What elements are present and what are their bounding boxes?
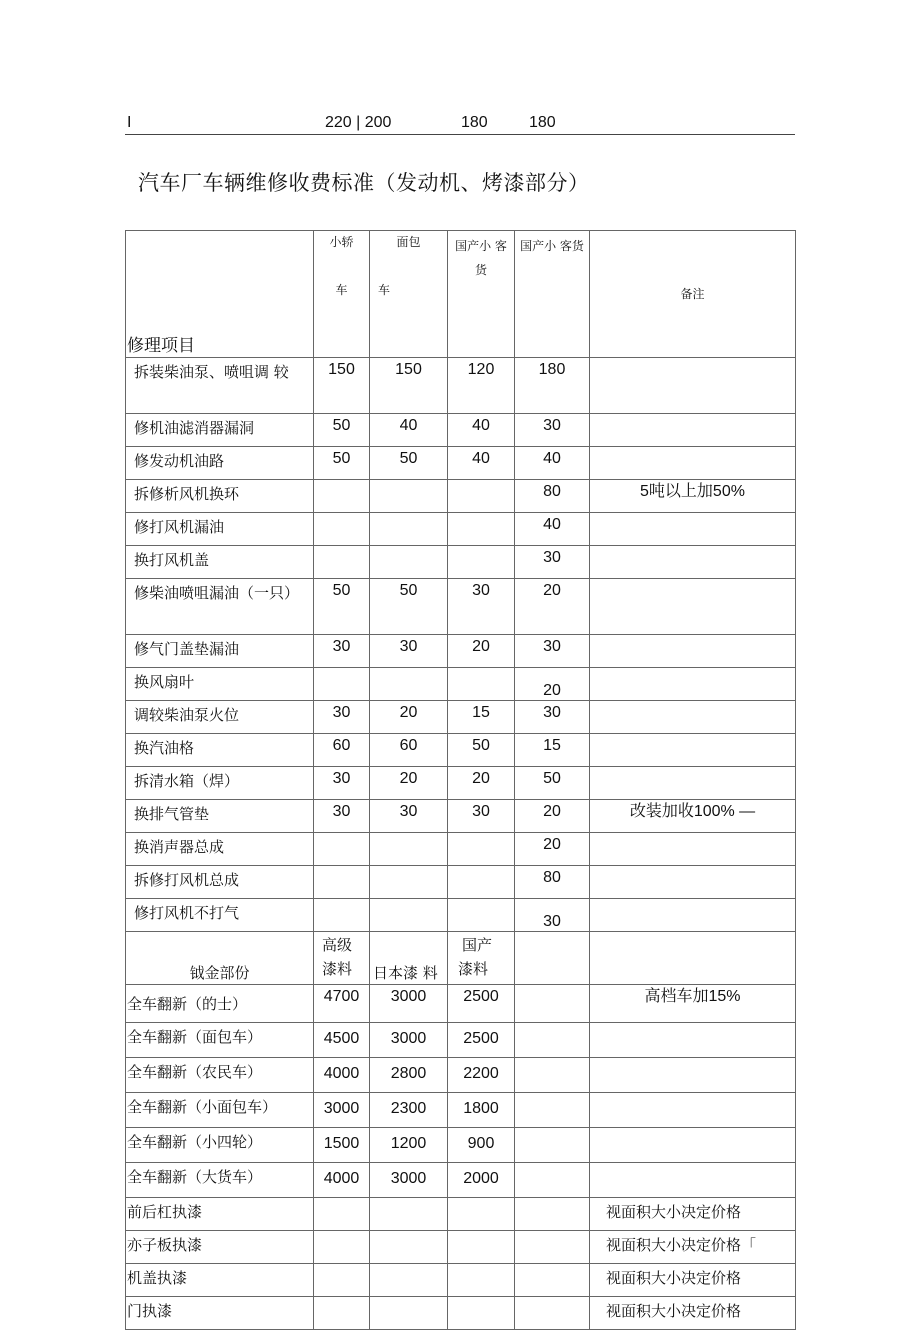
table-row	[126, 899, 796, 932]
row-value: 30	[515, 701, 590, 734]
row-value: 3000	[314, 1093, 370, 1128]
table-row	[126, 513, 796, 546]
row-value: 1500	[314, 1128, 370, 1163]
row-note: 改装加收100% —	[590, 800, 796, 833]
row-empty	[515, 1297, 590, 1330]
row-value	[314, 1264, 370, 1297]
table-row	[126, 546, 796, 579]
row-value: 50	[515, 767, 590, 800]
row-item: 换风扇叶	[126, 668, 314, 701]
row-value	[314, 1297, 370, 1330]
table-row	[126, 767, 796, 800]
table-row	[126, 1231, 796, 1264]
row-item: 修柴油喷咀漏油（一只）	[126, 579, 314, 635]
row-value	[370, 1231, 448, 1264]
row-value: 20	[370, 767, 448, 800]
table-row	[126, 833, 796, 866]
table-row	[126, 1198, 796, 1231]
row-value: 3000	[370, 1163, 448, 1198]
table-row	[126, 635, 796, 668]
row-value	[448, 1198, 515, 1231]
row-note	[590, 579, 796, 635]
row-value	[448, 1231, 515, 1264]
header-item-label: 修理项目	[127, 336, 195, 356]
paint-col-japanese: 日本漆 料	[370, 932, 448, 985]
row-value: 60	[314, 734, 370, 767]
header-col-domestic-small: 国产小 客 货	[448, 231, 515, 358]
row-empty	[515, 1198, 590, 1231]
row-note: 视面积大小决定价格	[590, 1297, 796, 1330]
row-item: 换排气管垫	[126, 800, 314, 833]
row-value	[448, 899, 515, 932]
row-value: 2200	[448, 1058, 515, 1093]
header-col-domestic-cargo: 国产小 客货	[515, 231, 590, 358]
row-item: 全车翻新（大货车）	[126, 1163, 314, 1198]
table-row	[126, 701, 796, 734]
row-value	[448, 513, 515, 546]
row-value: 20	[515, 833, 590, 866]
row-value: 20	[515, 579, 590, 635]
row-value: 20	[448, 635, 515, 668]
table-row	[126, 800, 796, 833]
row-value: 20	[370, 701, 448, 734]
row-note	[590, 734, 796, 767]
row-value: 80	[515, 866, 590, 899]
row-value: 30	[370, 800, 448, 833]
top-value-3: 180	[529, 114, 556, 131]
row-note	[590, 635, 796, 668]
table-row	[126, 480, 796, 513]
table-row	[126, 1163, 796, 1198]
row-value: 60	[370, 734, 448, 767]
row-value: 1800	[448, 1093, 515, 1128]
row-value: 30	[314, 767, 370, 800]
row-empty	[515, 1128, 590, 1163]
row-value: 50	[448, 734, 515, 767]
row-item: 全车翻新（农民车）	[126, 1058, 314, 1093]
row-value	[314, 899, 370, 932]
row-value: 20	[515, 668, 590, 701]
table-header-row	[126, 231, 796, 358]
row-value: 2300	[370, 1093, 448, 1128]
row-value: 80	[515, 480, 590, 513]
row-value	[314, 1231, 370, 1264]
row-note	[590, 1163, 796, 1198]
row-empty	[515, 1231, 590, 1264]
table-row	[126, 866, 796, 899]
row-item: 修机油滤消器漏洞	[126, 414, 314, 447]
row-value	[448, 1264, 515, 1297]
row-note	[590, 414, 796, 447]
row-value	[370, 546, 448, 579]
top-value-1: 220 | 200	[325, 114, 392, 131]
row-value	[314, 513, 370, 546]
row-item: 拆修打风机总成	[126, 866, 314, 899]
row-value	[314, 833, 370, 866]
row-empty	[515, 1023, 590, 1058]
row-value: 30	[448, 579, 515, 635]
paint-header-row	[126, 932, 796, 985]
paint-col-premium: 高级 漆料	[314, 932, 370, 985]
row-item: 调较柴油泵火位	[126, 701, 314, 734]
table-row	[126, 1128, 796, 1163]
row-value: 150	[370, 358, 448, 414]
row-note	[590, 546, 796, 579]
table-row	[126, 579, 796, 635]
row-item: 全车翻新（面包车）	[126, 1023, 314, 1058]
row-value: 40	[370, 414, 448, 447]
table-row	[126, 358, 796, 414]
row-value: 40	[448, 414, 515, 447]
row-value: 15	[515, 734, 590, 767]
row-note	[590, 701, 796, 734]
row-value	[448, 833, 515, 866]
header-col-note: 备注	[590, 231, 796, 358]
row-value: 120	[448, 358, 515, 414]
row-note	[590, 1023, 796, 1058]
row-value: 40	[515, 513, 590, 546]
row-value: 40	[515, 447, 590, 480]
row-value: 1200	[370, 1128, 448, 1163]
row-item: 全车翻新（的士）	[126, 985, 314, 1023]
table-row	[126, 1058, 796, 1093]
row-note	[590, 767, 796, 800]
row-item: 换打风机盖	[126, 546, 314, 579]
row-value	[370, 1198, 448, 1231]
row-value	[314, 1198, 370, 1231]
row-value: 30	[314, 635, 370, 668]
row-value	[314, 546, 370, 579]
row-value: 2000	[448, 1163, 515, 1198]
row-value	[370, 1297, 448, 1330]
row-empty	[515, 1058, 590, 1093]
row-item: 换汽油格	[126, 734, 314, 767]
row-note	[590, 1093, 796, 1128]
row-value: 150	[314, 358, 370, 414]
row-value: 3000	[370, 985, 448, 1023]
row-value: 4000	[314, 1058, 370, 1093]
row-value	[448, 668, 515, 701]
row-value	[370, 480, 448, 513]
paint-section-label: 钺金部份	[189, 964, 250, 982]
row-item: 拆装柴油泵、喷咀调 较	[126, 358, 314, 414]
row-value: 40	[448, 447, 515, 480]
row-value: 30	[314, 701, 370, 734]
table-row	[126, 985, 796, 1023]
row-value: 900	[448, 1128, 515, 1163]
row-value: 30	[515, 546, 590, 579]
top-value-line	[125, 114, 795, 135]
table-row	[126, 414, 796, 447]
row-item: 全车翻新（小四轮）	[126, 1128, 314, 1163]
table-row	[126, 1297, 796, 1330]
table-row	[126, 447, 796, 480]
row-item: 拆修析风机换环	[126, 480, 314, 513]
row-value: 2500	[448, 1023, 515, 1058]
row-value	[448, 480, 515, 513]
row-value: 20	[448, 767, 515, 800]
row-empty	[515, 1163, 590, 1198]
row-item: 修发动机油路	[126, 447, 314, 480]
row-value	[370, 513, 448, 546]
row-note	[590, 668, 796, 701]
row-value: 20	[515, 800, 590, 833]
row-item: 拆清水箱（焊）	[126, 767, 314, 800]
row-value: 50	[314, 414, 370, 447]
row-value: 50	[314, 447, 370, 480]
row-item: 换消声器总成	[126, 833, 314, 866]
row-value: 30	[448, 800, 515, 833]
paint-col-empty	[515, 932, 590, 985]
row-item: 修打风机漏油	[126, 513, 314, 546]
table-row	[126, 1264, 796, 1297]
row-note: 高档车加15%	[590, 985, 796, 1023]
row-note: 5吨以上加50%	[590, 480, 796, 513]
row-note	[590, 1128, 796, 1163]
row-value	[448, 546, 515, 579]
row-value: 50	[314, 579, 370, 635]
paint-section-label-cell	[126, 932, 314, 985]
row-empty	[515, 1093, 590, 1128]
table-row	[126, 668, 796, 701]
top-marker: I	[127, 114, 132, 131]
row-value: 4500	[314, 1023, 370, 1058]
row-note	[590, 447, 796, 480]
row-value: 2800	[370, 1058, 448, 1093]
row-note	[590, 866, 796, 899]
row-item: 修打风机不打气	[126, 899, 314, 932]
fee-table	[125, 230, 796, 1330]
row-note	[590, 833, 796, 866]
page-title: 汽车厂车辆维修收费标准（发动机、烤漆部分）	[138, 171, 590, 195]
table-row	[126, 734, 796, 767]
row-value: 2500	[448, 985, 515, 1023]
row-value: 30	[515, 414, 590, 447]
row-value: 3000	[370, 1023, 448, 1058]
row-value: 4700	[314, 985, 370, 1023]
row-value: 30	[515, 899, 590, 932]
row-value: 30	[370, 635, 448, 668]
row-value	[370, 668, 448, 701]
row-value: 50	[370, 579, 448, 635]
row-value: 4000	[314, 1163, 370, 1198]
row-item: 门执漆	[126, 1297, 314, 1330]
row-item: 机盖执漆	[126, 1264, 314, 1297]
row-note: 视面积大小决定价格	[590, 1198, 796, 1231]
row-value: 180	[515, 358, 590, 414]
row-item: 全车翻新（小面包车）	[126, 1093, 314, 1128]
row-value	[448, 866, 515, 899]
row-value	[370, 899, 448, 932]
row-value: 30	[515, 635, 590, 668]
row-empty	[515, 985, 590, 1023]
row-value: 50	[370, 447, 448, 480]
table-row	[126, 1093, 796, 1128]
row-note	[590, 899, 796, 932]
row-note: 视面积大小决定价格「	[590, 1231, 796, 1264]
paint-col-domestic: 国产 漆料	[448, 932, 515, 985]
row-value	[370, 1264, 448, 1297]
row-note	[590, 358, 796, 414]
row-item: 亦子板执漆	[126, 1231, 314, 1264]
row-value	[314, 866, 370, 899]
row-value	[314, 480, 370, 513]
header-col-sedan: 小轿 车	[314, 231, 370, 358]
row-value: 15	[448, 701, 515, 734]
row-value: 30	[314, 800, 370, 833]
top-value-2: 180	[461, 114, 488, 131]
row-value	[370, 866, 448, 899]
row-item: 前后杠执漆	[126, 1198, 314, 1231]
header-col-van: 面包 车	[370, 231, 448, 358]
row-note	[590, 513, 796, 546]
header-item-cell	[126, 231, 314, 358]
table-row	[126, 1023, 796, 1058]
row-empty	[515, 1264, 590, 1297]
row-value	[314, 668, 370, 701]
paint-col-note	[590, 932, 796, 985]
row-value	[448, 1297, 515, 1330]
row-note	[590, 1058, 796, 1093]
row-value	[370, 833, 448, 866]
row-item: 修气门盖垫漏油	[126, 635, 314, 668]
row-note: 视面积大小决定价格	[590, 1264, 796, 1297]
